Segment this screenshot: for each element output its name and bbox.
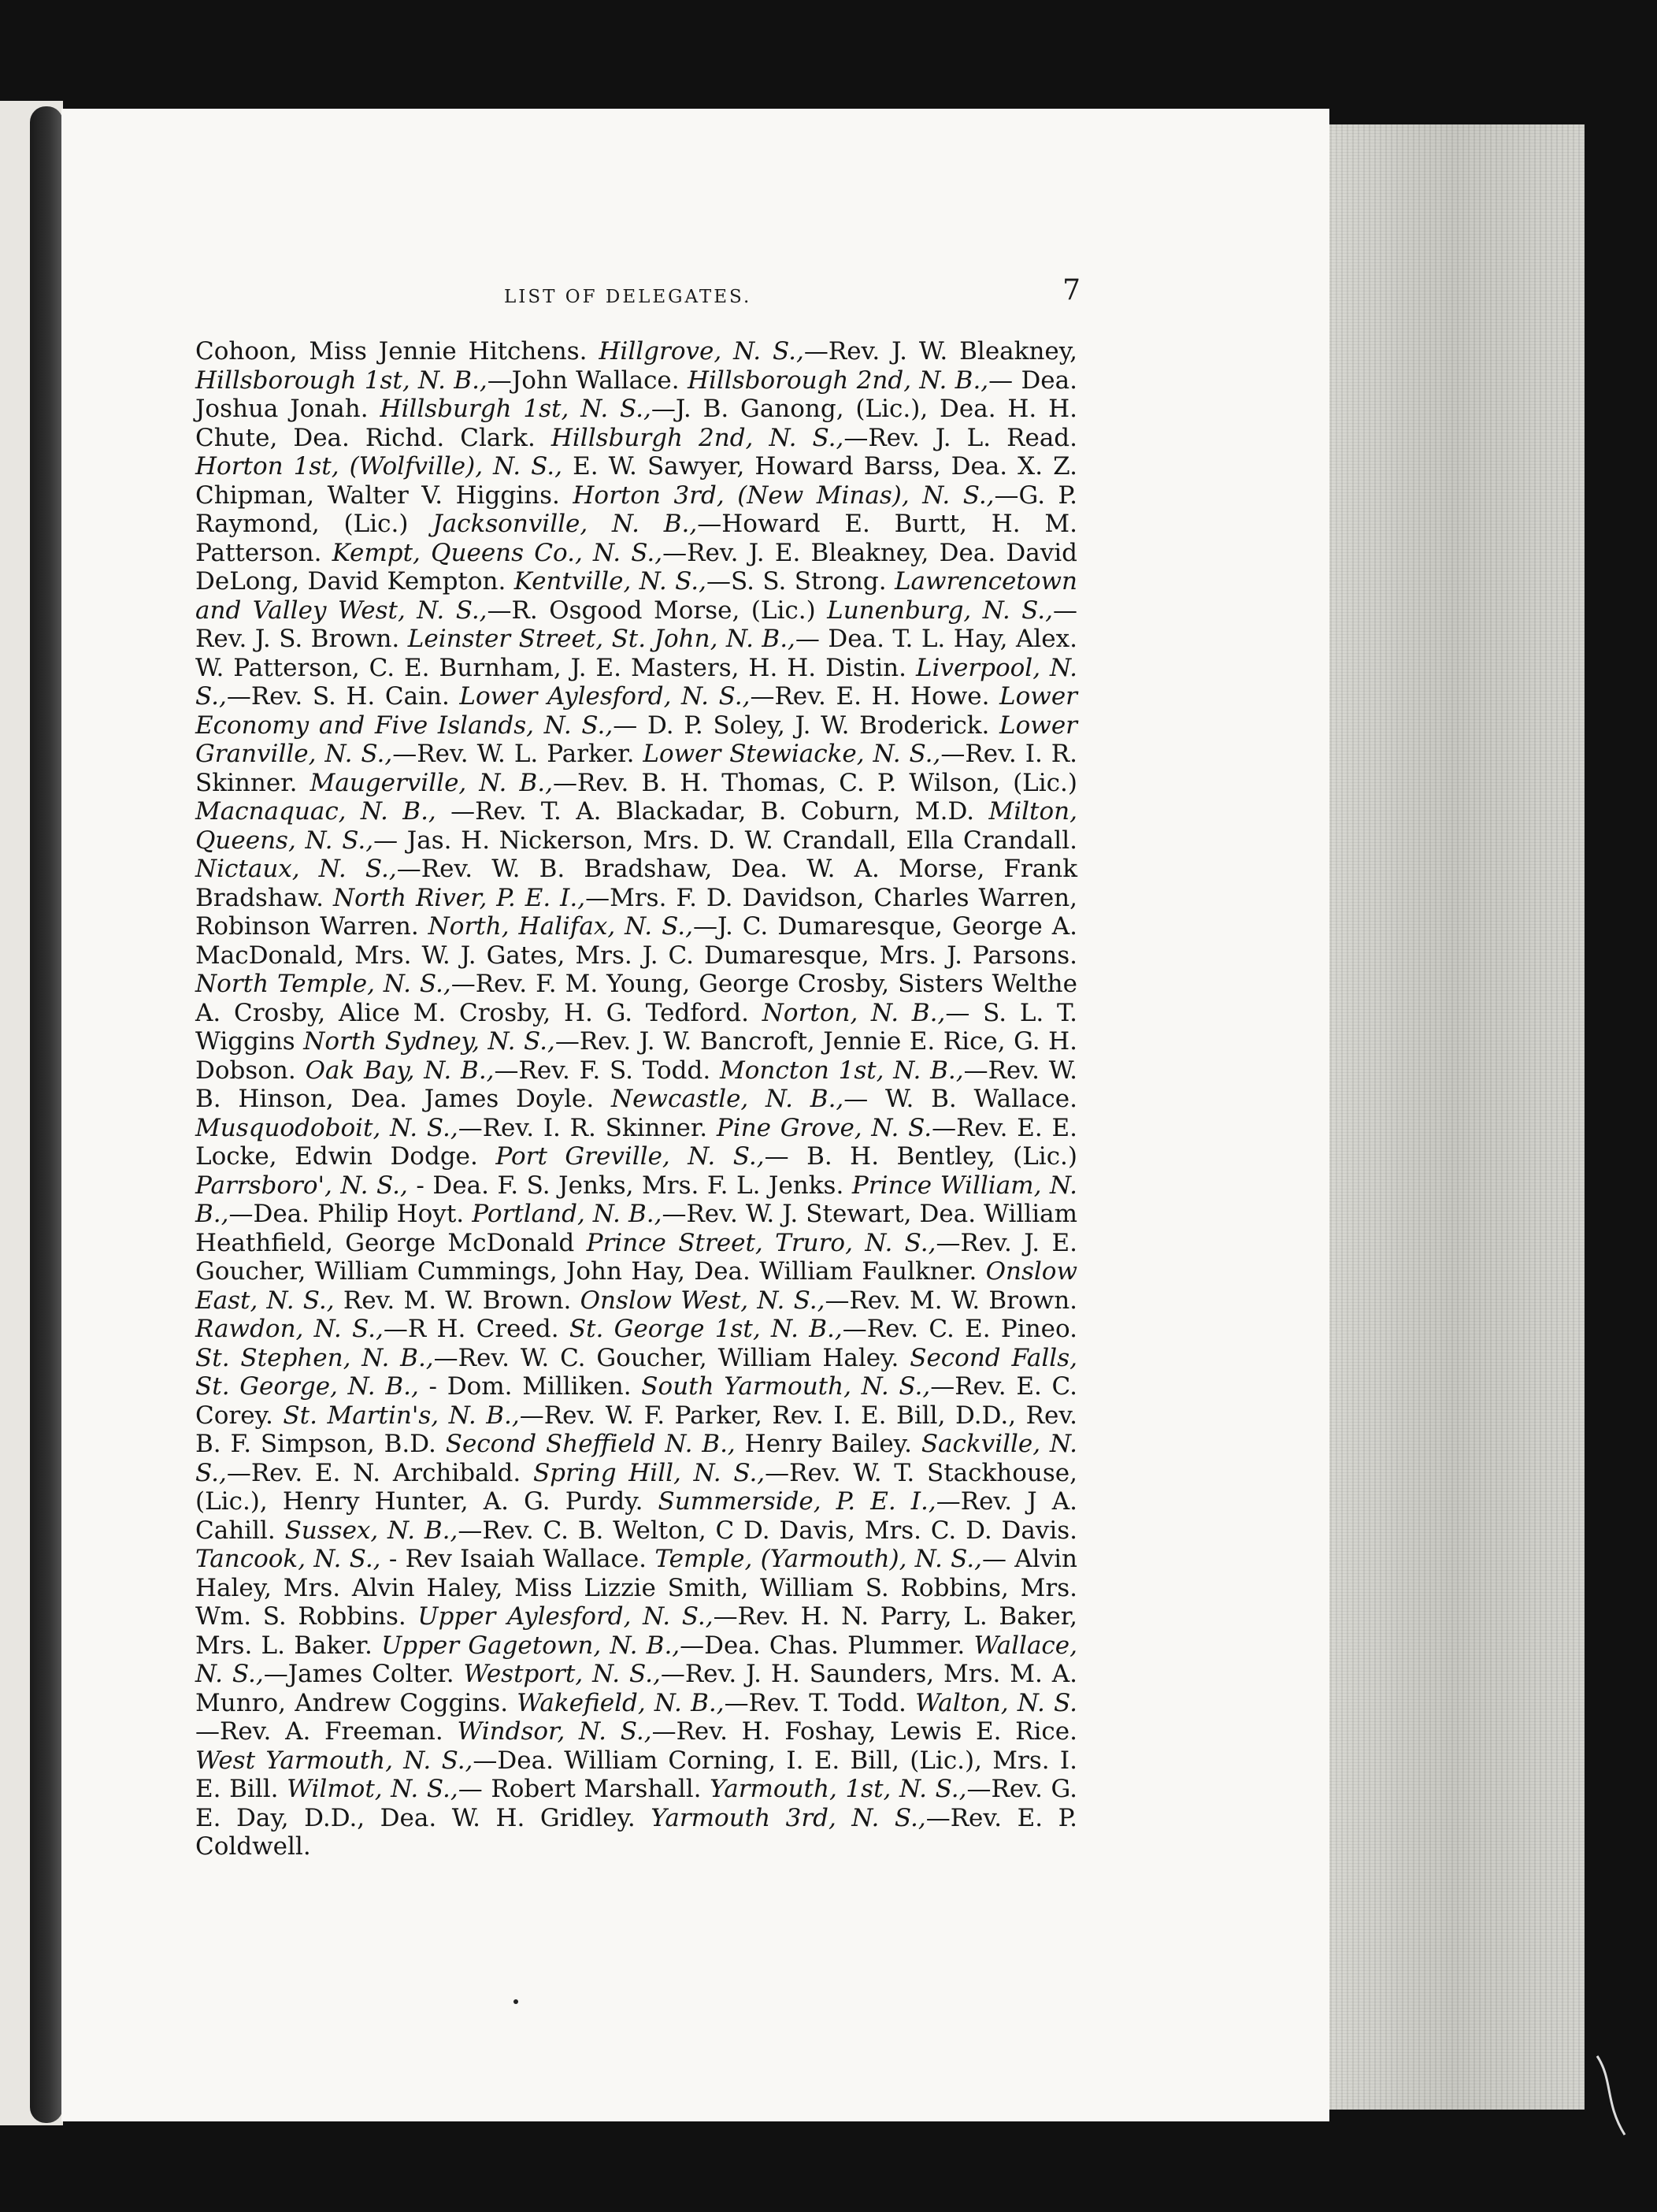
delegate-names: —R. Osgood Morse, (Lic.): [487, 596, 828, 625]
delegate-names: — B. H. Bentley, (Lic.): [764, 1142, 1078, 1171]
delegate-names: —Rev. J A. Cahill.: [195, 1487, 1077, 1545]
church-place-name: Oak Bay, N. B.,: [305, 1056, 495, 1085]
church-place-name: West Yarmouth, N. S.,: [195, 1746, 473, 1775]
church-place-name: Lower Economy and Five Islands, N. S.,: [195, 682, 1077, 740]
delegate-names: —Rev. T. Todd.: [724, 1688, 916, 1717]
delegate-names: —Rev. I. R. Skinner.: [195, 740, 1077, 797]
delegate-names: - Rev Isaiah Wallace.: [380, 1545, 655, 1573]
delegate-names: —Rev. E. E. Locke, Edwin Dodge.: [195, 1113, 1078, 1171]
church-place-name: St. Stephen, N. B.,: [195, 1343, 434, 1372]
church-place-name: Yarmouth 3rd, N. S.,: [651, 1803, 926, 1832]
delegate-names: —Rev. E. C. Corey.: [195, 1372, 1077, 1430]
church-place-name: Hillsburgh 1st, N. S.,: [380, 395, 651, 423]
church-place-name: Lower Aylesford, N. S.,: [459, 682, 751, 711]
delegate-names: —Rev. J. E. Bleakney, Dea. David DeLong, David Kempton.: [195, 538, 1078, 596]
church-place-name: Hillgrove, N. S.,: [599, 337, 804, 366]
church-place-name: Kentville, N. S.,: [513, 567, 706, 596]
church-place-name: North, Halifax, N. S.,: [428, 912, 693, 941]
church-place-name: Onslow East, N. S.,: [195, 1257, 1077, 1315]
church-place-name: Lower Granville, N. S.,: [195, 711, 1077, 768]
delegate-names: —Howard E. Burtt, H. M. Patterson.: [195, 510, 1077, 567]
church-place-name: Portland, N. B.,: [472, 1200, 662, 1228]
delegate-names: —Rev. E. N. Archibald.: [226, 1458, 533, 1487]
delegate-names: —Dea. Philip Hoyt.: [228, 1200, 473, 1228]
church-place-name: South Yarmouth, N. S.,: [641, 1372, 931, 1401]
church-place-name: Yarmouth, 1st, N. S.,: [710, 1775, 967, 1803]
delegate-names: — W. B. Wallace.: [843, 1085, 1077, 1113]
delegate-names: —Mrs. F. D. Davidson, Charles Warren, Robinson Warren.: [195, 883, 1077, 941]
church-place-name: North Temple, N. S.,: [195, 970, 451, 998]
delegate-names: —Rev. F. M. Young, George Crosby, Sisters Welthe A. Crosby, Alice M. Crosby, H. G. Tedford.: [195, 970, 1077, 1027]
church-place-name: Horton 3rd, (New Minas), N. S.,: [573, 481, 995, 510]
delegate-names: —Rev. W. C. Goucher, William Haley.: [433, 1343, 910, 1372]
delegate-names: — D. P. Soley, J. W. Broderick.: [613, 711, 1000, 740]
delegate-names: - Dom. Milliken.: [418, 1372, 642, 1401]
delegate-names: —Rev. W. B. Hinson, Dea. James Doyle.: [195, 1056, 1078, 1113]
delegate-names: —Rev. H. N. Parry, L. Baker, Mrs. L. Baker.: [195, 1602, 1078, 1660]
delegate-names: — S. L. T. Wiggins: [195, 998, 1077, 1056]
church-place-name: Prince William, N. B.,: [195, 1171, 1077, 1228]
church-place-name: Hillsborough 1st, N. B.,: [195, 366, 487, 395]
delegate-names: Henry Bailey.: [735, 1430, 921, 1458]
church-place-name: Sussex, N. B.,: [284, 1516, 458, 1545]
delegate-names: —Rev. E. H. Howe.: [750, 682, 1000, 711]
delegate-names: Cohoon, Miss Jennie Hitchens.: [195, 337, 599, 366]
church-place-name: Pine Grove, N. S.: [716, 1113, 932, 1142]
delegate-names: —Rev. W. T. Stackhouse, (Lic.), Henry Hunter, A. G. Purdy.: [195, 1458, 1077, 1516]
church-place-name: Port Greville, N. S.,: [495, 1142, 765, 1171]
delegate-names: —Rev. W. L. Parker.: [392, 740, 643, 768]
church-place-name: Second Falls, St. George, N. B.,: [195, 1343, 1077, 1401]
page-edges: [1292, 124, 1585, 2110]
page-number: 7: [1062, 274, 1081, 306]
church-place-name: Windsor, N. S.,: [457, 1717, 652, 1746]
church-place-name: Prince Street, Truro, N. S.,: [586, 1228, 936, 1257]
delegate-names: —Rev. C. E. Pineo.: [842, 1315, 1077, 1343]
delegate-names: —J. B. Ganong, (Lic.), Dea. H. H. Chute, Dea. Richd. Clark.: [195, 395, 1078, 452]
church-place-name: Maugerville, N. B.,: [310, 768, 553, 797]
church-place-name: Hillsburgh 2nd, N. S.,: [550, 423, 844, 452]
delegate-names: —Rev. B. H. Thomas, C. P. Wilson, (Lic.): [552, 768, 1077, 797]
church-place-name: Nictaux, N. S.,: [195, 855, 397, 883]
delegate-names: —Rev. E. P. Coldwell.: [195, 1803, 1078, 1861]
church-place-name: North River, P. E. I.,: [332, 883, 586, 912]
church-place-name: Rawdon, N. S.,: [195, 1315, 384, 1343]
book-gutter: [30, 106, 63, 2123]
church-place-name: St. Martin's, N. B.,: [283, 1401, 520, 1430]
church-place-name: Westport, N. S.,: [463, 1660, 661, 1688]
delegate-names: —Rev. W. F. Parker, Rev. I. E. Bill, D.D., Rev. B. F. Simpson, B.D.: [195, 1401, 1078, 1458]
church-place-name: Milton, Queens, N. S.,: [195, 797, 1077, 855]
delegate-names: —Rev. W. B. Bradshaw, Dea. W. A. Morse, Frank Bradshaw.: [195, 855, 1077, 912]
church-place-name: Musquodoboit, N. S.,: [195, 1113, 458, 1142]
church-place-name: Wakefield, N. B.,: [517, 1688, 725, 1717]
church-place-name: Wallace, N. S.,: [195, 1631, 1077, 1688]
church-place-name: Newcastle, N. B.,: [610, 1085, 844, 1113]
delegate-list-text: [195, 337, 1077, 1861]
church-place-name: Lower Stewiacke, N. S.,: [643, 740, 941, 768]
delegate-names: —Rev. J. W. Bleakney,: [803, 337, 1077, 366]
delegate-names: —Rev. A. Freeman.: [195, 1717, 458, 1746]
church-place-name: Horton 1st, (Wolfville), N. S.,: [195, 452, 563, 481]
church-place-name: Walton, N. S.: [915, 1688, 1078, 1717]
film-scratch: [1589, 2048, 1637, 2143]
church-place-name: Spring Hill, N. S.,: [532, 1458, 765, 1487]
delegate-names: —Rev. J. L. Read.: [843, 423, 1077, 452]
delegate-names: —Dea. Chas. Plummer.: [680, 1631, 974, 1660]
delegate-names: — Dea. Joshua Jonah.: [195, 366, 1077, 423]
church-place-name: Sackville, N. S.,: [195, 1430, 1078, 1487]
church-place-name: Upper Aylesford, N. S.,: [417, 1602, 714, 1631]
running-head: LIST OF DELEGATES.: [504, 287, 752, 307]
church-place-name: Parrsboro', N. S.,: [195, 1171, 408, 1200]
delegate-names: —Rev. H. Foshay, Lewis E. Rice.: [651, 1717, 1077, 1746]
delegate-names: — Robert Marshall.: [458, 1775, 710, 1803]
delegate-names: —J. C. Dumaresque, George A. MacDonald, Mrs. W. J. Gates, Mrs. J. C. Dumaresque, Mrs. J. Parsons.: [195, 912, 1077, 970]
church-place-name: Wilmot, N. S.,: [287, 1775, 458, 1803]
delegate-names: —S. S. Strong.: [706, 567, 895, 596]
delegate-names: —Rev. C. B. Welton, C D. Davis, Mrs. C. D. Davis.: [458, 1516, 1077, 1545]
delegate-names: —Rev. S. H. Cain.: [226, 682, 460, 711]
delegate-names: —Rev. G. E. Day, D.D., Dea. W. H. Gridley.: [195, 1775, 1077, 1832]
delegate-names: —Rev. F. S. Todd.: [494, 1056, 720, 1085]
delegate-names: —Dea. William Corning, I. E. Bill, (Lic.), Mrs. I. E. Bill.: [195, 1746, 1077, 1803]
delegate-names: —Rev. J. W. Bancroft, Jennie E. Rice, G. H. Dobson.: [195, 1027, 1077, 1085]
delegate-names: - Dea. F. S. Jenks, Mrs. F. L. Jenks.: [407, 1171, 852, 1200]
church-place-name: Lunenburg, N. S.,: [827, 596, 1054, 625]
church-place-name: Tancook, N. S.,: [195, 1545, 381, 1573]
church-place-name: Kempt, Queens Co., N. S.,: [332, 538, 663, 567]
page-header: [189, 274, 1087, 321]
delegate-names: —Rev. M. W. Brown.: [825, 1286, 1078, 1315]
delegate-names: — Jas. H. Nickerson, Mrs. D. W. Crandall, Ella Crandall.: [373, 826, 1077, 855]
delegate-names: — Dea. T. L. Hay, Alex. W. Patterson, C. E. Burnham, J. E. Masters, H. H. Distin.: [195, 625, 1077, 682]
delegate-names: —Rev. J. S. Brown.: [195, 596, 1078, 653]
church-place-name: Moncton 1st, N. B.,: [720, 1056, 964, 1085]
delegate-names: —John Wallace.: [487, 366, 688, 395]
delegate-names: —G. P. Raymond, (Lic.): [195, 481, 1077, 538]
delegate-names: —R H. Creed.: [383, 1315, 569, 1343]
church-place-name: Hillsborough 2nd, N. B.,: [687, 366, 989, 395]
delegate-names: —Rev. J. H. Saunders, Mrs. M. A. Munro, Andrew Coggins.: [195, 1660, 1078, 1717]
print-speck: [513, 1999, 518, 2004]
delegate-names: Rev. M. W. Brown.: [334, 1286, 580, 1315]
church-place-name: Upper Gagetown, N. B.,: [381, 1631, 680, 1660]
church-place-name: Temple, (Yarmouth), N. S.,: [654, 1545, 982, 1573]
church-place-name: Onslow West, N. S.,: [580, 1286, 825, 1315]
church-place-name: Second Sheffield N. B.,: [445, 1430, 736, 1458]
delegate-names: —Rev. W. J. Stewart, Dea. William Heathfield, George McDonald: [195, 1200, 1077, 1257]
church-place-name: Jacksonville, N. B.,: [432, 510, 698, 538]
church-place-name: Leinster Street, St. John, N. B.,: [407, 625, 795, 653]
delegate-names: —Rev. J. E. Goucher, William Cummings, John Hay, Dea. William Faulkner.: [195, 1228, 1077, 1286]
church-place-name: Summerside, P. E. I.,: [658, 1487, 936, 1516]
church-place-name: St. George 1st, N. B.,: [569, 1315, 843, 1343]
delegate-names: —Rev. T. A. Blackadar, B. Coburn, M.D.: [436, 797, 989, 826]
church-place-name: Lawrencetown and Valley West, N. S.,: [195, 567, 1078, 625]
delegate-names: — Alvin Haley, Mrs. Alvin Haley, Miss Lizzie Smith, William S. Robbins, Mrs. Wm. S. Robbins.: [195, 1545, 1077, 1631]
church-place-name: Liverpool, N. S.,: [195, 653, 1078, 711]
delegate-names: E. W. Sawyer, Howard Barss, Dea. X. Z. Chipman, Walter V. Higgins.: [195, 452, 1077, 510]
church-place-name: Norton, N. B.,: [762, 998, 946, 1027]
delegate-names: —James Colter.: [263, 1660, 464, 1688]
church-place-name: North Sydney, N. S.,: [303, 1027, 555, 1056]
delegate-names: —Rev. I. R. Skinner.: [458, 1113, 717, 1142]
church-place-name: Macnaquac, N. B.,: [195, 797, 436, 826]
